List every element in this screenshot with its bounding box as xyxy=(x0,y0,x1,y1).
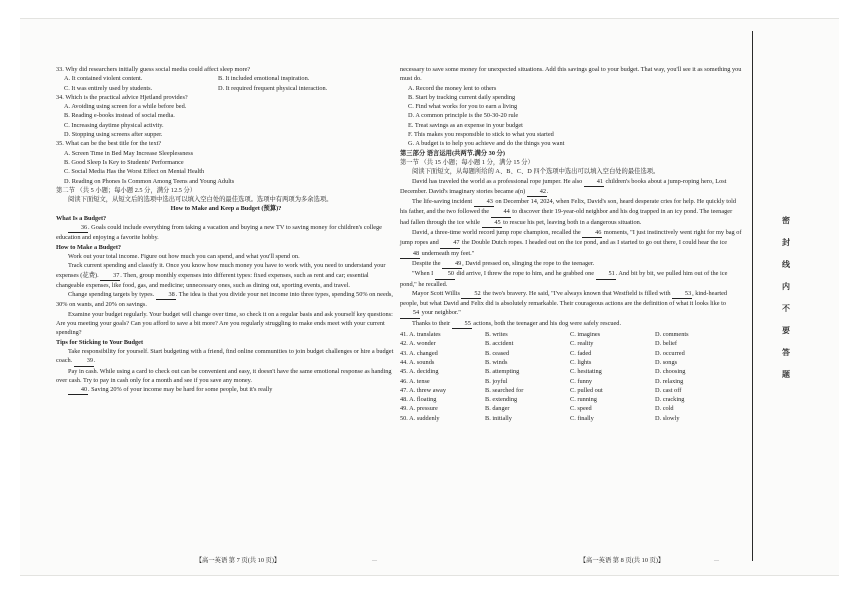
cloze-paragraph: Thanks to their 55 actions, both the teenager and his dog were safely rescued. xyxy=(400,319,742,329)
subheading-how-to-make-budget: How to Make a Budget? xyxy=(56,243,122,251)
cloze-paragraph: David has traveled the world as a professional rope jumper. He also 41 children's books about a jump-roping hero, Lost December. David's imaginary stories became a(n) 42. xyxy=(400,177,742,198)
answer-row: 49. A. pressure B. danger C. speed D. cold xyxy=(400,405,674,413)
answer-row: 50. A. suddenly B. initially C. finally D. slowly xyxy=(400,414,680,422)
margin-char: 密 xyxy=(782,215,790,225)
blank-52[interactable]: 52 xyxy=(461,289,481,299)
option: A. Record the money lent to others xyxy=(408,84,497,92)
question-33-options-row2 xyxy=(56,84,396,93)
blank-43[interactable]: 43 xyxy=(474,197,494,207)
margin-char: 封 xyxy=(782,237,790,247)
margin-char: 不 xyxy=(782,303,790,313)
section-2-header: 第二节 （共 5 小题；每小题 2.5 分，满分 12.5 分） xyxy=(56,186,197,194)
blank-36[interactable]: 36 xyxy=(68,223,88,233)
option: B. Good Sleep Is Key to Students' Performance xyxy=(64,158,184,166)
option: D. Stopping using screens after supper. xyxy=(64,131,163,139)
page-mark-right: — xyxy=(714,559,719,564)
blank-39[interactable]: 39 xyxy=(74,356,94,366)
left-column xyxy=(56,65,396,395)
paragraph: 36. Goals could include everything from taking a vacation and buying a new TV to saving money for children's college education and enjoying a favorite hobby. xyxy=(56,224,382,242)
blank-48[interactable]: 48 xyxy=(400,249,420,259)
question-33-stem: 33. Why did researchers initially guess social media could affect sleep more? xyxy=(56,66,251,73)
blank-44[interactable]: 44 xyxy=(491,207,511,217)
cloze-paragraph: Despite the 49, David pressed on, slinging the rope to the teenager. xyxy=(400,259,742,269)
option: G. A budget is to help you achieve and do the things you want xyxy=(408,140,565,148)
blank-53[interactable]: 53 xyxy=(672,289,692,299)
answer-row: 41. A. translates B. writes C. imagines D. comments xyxy=(400,331,689,339)
option: D. A common principle is the 50-30-20 rule xyxy=(408,112,519,120)
paragraph: Take responsibility for yourself. Start budgeting with a friend, find online communities to join budget challenges or hire a budget coach. 39. xyxy=(56,347,396,367)
option: C. Increasing daytime physical activity. xyxy=(64,121,164,129)
answer-row: 47. A. threw away B. searched for C. pulled out D. cast off xyxy=(400,386,682,394)
margin-char: 线 xyxy=(782,259,790,269)
passage-title: How to Make and Keep a Budget (预算)? xyxy=(170,205,282,213)
option: A. Screen Time in Bed May Increase Sleeplessness xyxy=(64,149,194,157)
blank-47[interactable]: 47 xyxy=(440,238,460,248)
question-34-stem: 34. Which is the practical advice Hjetland provides? xyxy=(56,93,188,101)
subheading-what-is-budget: What Is a Budget? xyxy=(56,214,107,222)
subheading-tips: Tips for Sticking to Your Budget xyxy=(56,338,144,346)
section-1-header: 第一节 （共 15 小题；每小题 1 分，满分 15 分） xyxy=(400,158,534,166)
blank-37[interactable]: 37 xyxy=(100,271,120,281)
part-3-header: 第三部分 语言运用(共两节,满分 30 分) xyxy=(400,149,505,157)
blank-42[interactable]: 42 xyxy=(527,187,547,197)
option: C. It was entirely used by students. xyxy=(64,84,153,92)
option: B. It included emotional inspiration. xyxy=(218,75,310,83)
option: F. This makes you responsible to stick to what you started xyxy=(408,131,554,139)
answer-row: 45. A. deciding B. attempting C. hesitating D. choosing xyxy=(400,368,686,376)
option: D. It required frequent physical interaction. xyxy=(218,84,328,92)
cloze-paragraph: David, a three-time world record jump rope champion, recalled the 46 moments, "I just instinctively went right for my bag of jump ropes and 47 the Double Dutch ropes. I headed out on the ice pond, and as I started to go out there, I could hear the ice 48 underneath my feet." xyxy=(400,228,742,259)
margin-char: 题 xyxy=(782,369,790,379)
option: C. Social Media Has the Worst Effect on Mental Health xyxy=(64,168,205,176)
option: A. Avoiding using screen for a while before bed. xyxy=(64,103,187,111)
section-2-instructions: 阅读下面短文，从短文后的选项中选出可以填入空白处的最佳选项。选项中有两项为多余选项。 xyxy=(68,196,333,204)
blank-50[interactable]: 50 xyxy=(435,269,455,279)
margin-char: 内 xyxy=(782,281,790,291)
cloze-paragraph: "When I 50 did arrive, I threw the rope to him, and he grabbed one 51. And bit by bit, we pulled him out of the ice pond," he recalled. xyxy=(400,270,728,288)
paragraph: Change spending targets by types. 38. The idea is that you divide your net income into three types, spending 50% on needs, 30% on wants, and 20% on savings. xyxy=(56,291,393,309)
question-35-stem: 35. What can be the best title for the text? xyxy=(56,140,162,148)
right-column xyxy=(400,65,742,423)
margin-char: 答 xyxy=(782,347,790,357)
paragraph: Pay in cash. While using a card to check out can be convenient and easy, it doesn't have the same emotional response as handing over cash. Try to pay in cash only for a month and see if you save any money. xyxy=(56,367,392,384)
section-1-instructions: 阅读下面短文，从每题所给的 A、B、C、D 四个选项中选出可以填入空白处的最佳选项。 xyxy=(412,168,660,176)
paragraph-continued: necessary to save some money for unexpected situations. Add this savings goal to your budget. That way, you'll see it as something you must do. xyxy=(400,66,742,83)
blank-38[interactable]: 38 xyxy=(156,290,176,300)
exam-sheet xyxy=(20,18,839,576)
question-33-options-row1 xyxy=(56,74,396,83)
cloze-paragraph: Mayor Scott Willis 52 the two's bravery. He said, "I've always known that Westfield is filled with 53, kind-hearted people, but what David and Felix did is absolutely remarkable. Their courageous actions are the definition of what it looks like to 54 your neighbor." xyxy=(400,289,742,319)
blank-41[interactable]: 41 xyxy=(584,177,604,187)
answer-row: 43. A. changed B. ceased C. faded D. occurred xyxy=(400,349,685,357)
blank-51[interactable]: 51 xyxy=(596,269,616,279)
margin-char: 要 xyxy=(782,325,790,335)
answer-row: 46. A. tense B. joyful C. funny D. relaxing xyxy=(400,377,684,385)
answer-options-table xyxy=(400,330,742,423)
page-mark-left: — xyxy=(372,559,377,564)
option: A. It contained violent content. xyxy=(64,75,143,83)
paragraph: Track current spending and classify it. Once you know how much money you have to work with, you need to understand your expenses (花费). 37. Then, group monthly expenses into different types: fixed expenses, such as rent and car; essential changeable expenses, like food, gas, and medicine; unnecessary ones, such as dining out, sporting events, and travel. xyxy=(56,262,386,289)
option: E. Treat savings as an expense in your budget xyxy=(408,121,523,129)
paragraph: Examine your budget regularly. Your budget will change over time, so check it on a regular basis and ask yourself key questions: Are you meeting your goals? Can you afford to save a bit more? Are you regularly struggling to make ends meet with your current spending? xyxy=(56,310,393,337)
binding-line xyxy=(752,31,753,561)
blank-49[interactable]: 49 xyxy=(442,259,462,269)
seal-line-notice xyxy=(765,19,807,575)
page-footer-left: 【高一英语 第 7 页(共 10 页)】 xyxy=(195,557,281,564)
option: B. Start by tracking current daily spending xyxy=(408,93,516,101)
option: D. Reading on Phones Is Common Among Teens and Young Adults xyxy=(64,177,235,185)
blank-55[interactable]: 55 xyxy=(452,319,472,329)
page-footer-right: 【高一英语 第 8 页(共 10 页)】 xyxy=(579,557,665,564)
paragraph: 40. Saving 20% of your income may be hard for some people, but it's really xyxy=(56,385,396,395)
paragraph: Work out your total income. Figure out how much you can spend, and what you'll spend on. xyxy=(68,252,300,260)
option: B. Reading e-books instead of social media. xyxy=(64,112,175,120)
blank-40[interactable]: 40 xyxy=(68,385,88,395)
option: C. Find what works for you to earn a living xyxy=(408,103,518,111)
blank-45[interactable]: 45 xyxy=(482,218,502,228)
blank-54[interactable]: 54 xyxy=(400,308,420,318)
answer-row: 48. A. floating B. extending C. running D. cracking xyxy=(400,396,685,404)
answer-row: 44. A. sounds B. winds C. lights D. songs xyxy=(400,358,678,366)
cloze-paragraph: The life-saving incident 43 on December 14, 2024, when Felix, David's son, heard desperate cries for help. He quickly told his father, and the two followed the 44 to discover their 19-year-old neighbor and his dog trapped in an icy pond. The teenager had fallen through the ice while 45 to rescue his pet, leaving both in a dangerous situation. xyxy=(400,197,742,228)
blank-46[interactable]: 46 xyxy=(582,228,602,238)
answer-row: 42. A. wonder B. accident C. reality D. belief xyxy=(400,340,678,348)
